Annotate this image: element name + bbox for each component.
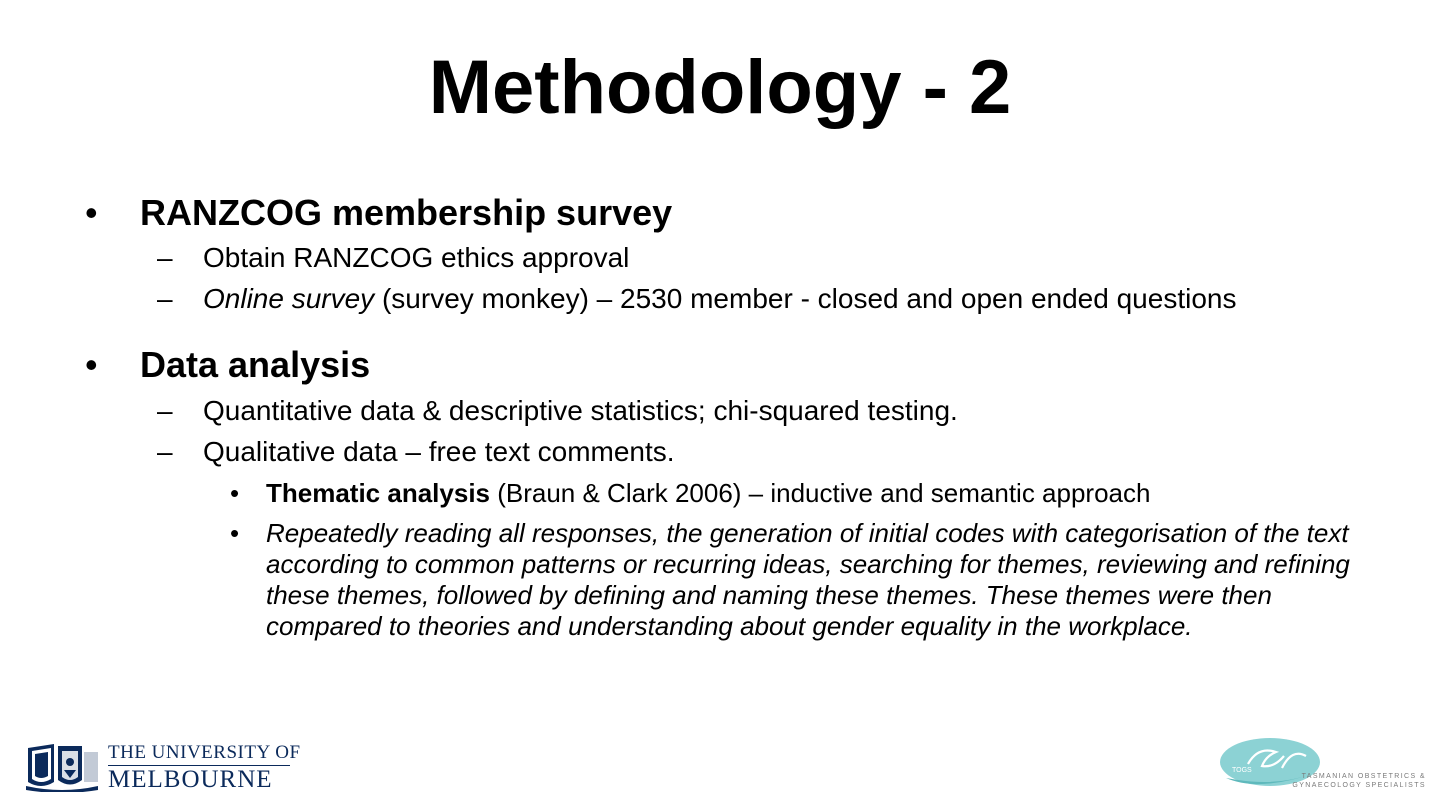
sub-sub-bullet-marker: •	[230, 478, 240, 508]
togs-logo	[1218, 734, 1430, 796]
sub-bullet-marker: –	[157, 283, 173, 314]
online-survey-emphasis: Online survey	[203, 283, 375, 314]
togs-caption: TASMANIAN OBSTETRICS & GYNAECOLOGY SPECIALISTS	[1292, 773, 1426, 789]
togs-mark-text: TOGS	[1232, 767, 1252, 774]
thematic-analysis-details: (Braun & Clark 2006) – inductive and semantic approach	[490, 478, 1151, 508]
thematic-analysis-emphasis: Thematic analysis	[266, 478, 490, 508]
sub-sub-bullet-thematic	[230, 478, 1360, 509]
sub-bullet-text: Qualitative data – free text comments.	[203, 436, 675, 467]
sub-bullet-text: Obtain RANZCOG ethics approval	[203, 242, 630, 273]
online-survey-details: (survey monkey) – 2530 member - closed and open ended questions	[374, 283, 1237, 314]
bullet-heading: RANZCOG membership survey	[140, 192, 673, 233]
slide-title: Methodology - 2	[428, 45, 1012, 130]
bullet-marker: •	[85, 344, 98, 385]
sub-sub-bullet-process	[230, 518, 1360, 642]
bullet-heading: Data analysis	[140, 344, 371, 385]
sub-sub-bullet-text: Repeatedly reading all responses, the generation of initial codes with categorisation of the text according to common patterns or recurring ideas, searching for themes, reviewing and refining these themes, followed by defining and naming these themes. These themes were then compared to theories and understanding about gender equality in the workplace.	[266, 518, 1350, 641]
university-of-melbourne-logo	[24, 740, 301, 794]
sub-sub-bullet-marker: •	[230, 518, 240, 548]
sub-bullet-marker: –	[157, 242, 173, 273]
sub-sub-bullet-text	[266, 478, 1360, 509]
sub-bullet-text	[203, 281, 1236, 317]
uom-text-line2: MELBOURNE	[108, 766, 273, 793]
university-crest-icon	[24, 742, 100, 792]
sub-bullet-marker: –	[157, 436, 173, 467]
sub-bullet-text: Quantitative data & descriptive statistics; chi-squared testing.	[203, 395, 958, 426]
sub-bullet-marker: –	[157, 395, 173, 426]
uom-text-line1: THE UNIVERSITY OF	[108, 742, 301, 763]
bullet-marker: •	[85, 192, 98, 233]
